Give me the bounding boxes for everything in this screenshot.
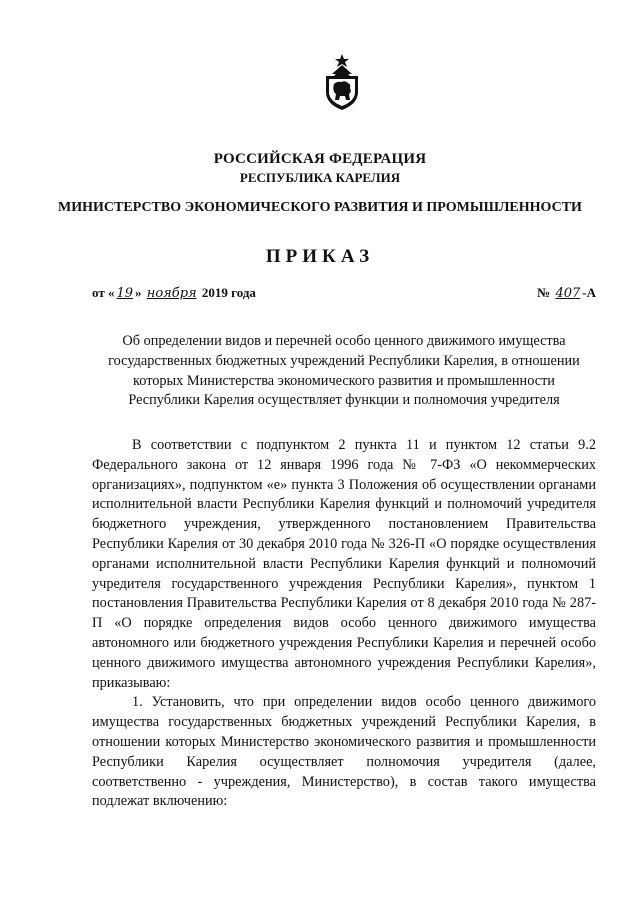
ministry-heading: МИНИСТЕРСТВО ЭКОНОМИЧЕСКОГО РАЗВИТИЯ И ПРОМЫШЛЕННОСТИ [58, 200, 582, 215]
order-body [92, 436, 596, 812]
order-number [537, 285, 596, 301]
body-paragraph: В соответствии с подпунктом 2 пункта 11 и пунктом 12 статьи 9.2 Федерального закона от 12 января 1996 года № 7-ФЗ «О некоммерческих организациях», подпунктом «е» пункта 3 Положения об осуществлении органами исполнительной власти Республики Карелия функций и полномочий учредителя бюджетного учреждения, утвержденного постановлением Правительства Республики Карелия от 30 декабря 2010 года № 326-П «О порядке осуществления органами исполнительной власти Республики Карелия функций и полномочий учредителя государственного учреждения Республики Карелия», пунктом 1 постановления Правительства Республики Карелия от 8 декабря 2010 года № 287-П «О порядке определения видов особо ценного движимого имущества автономного или бюджетного учреждения Республики Карелия и перечней особо ценного движимого имущества автономного учреждения Республики Карелия», приказываю: [92, 437, 596, 691]
karelia-coat-of-arms-icon [322, 54, 362, 110]
order-dateline [92, 285, 596, 305]
republic-heading: РЕСПУБЛИКА КАРЕЛИЯ [239, 170, 401, 185]
number-suffix: -А [582, 285, 596, 300]
date-mid: » [135, 285, 142, 300]
body-paragraph: 1. Установить, что при определении видов особо ценного движимого имущества государственных бюджетных учреждений Республики Карелия, в отношении которых Министерство экономического развития и промышленности Республики Карелия осуществляет полномочия учредителя (далее, соответственно - учреждения, Министерство), в состав такого имущества подлежат включению: [92, 694, 596, 810]
doc-type-heading: ПРИКАЗ [265, 246, 375, 267]
handwritten-day: 19 [116, 286, 134, 301]
country-heading: РОССИЙСКАЯ ФЕДЕРАЦИЯ [213, 151, 427, 167]
order-subject: Об определении видов и перечней особо ценного движимого имущества государственных бюджетных учреждений Республики Карелия, в отношении которых Министерства экономического развития и промышленности Республики Карелия осуществляет функции и полномочия учредителя [108, 333, 580, 409]
handwritten-number: 407 [555, 286, 581, 301]
date-prefix: от « [92, 285, 115, 300]
order-date [92, 285, 256, 301]
handwritten-month: ноября [146, 286, 197, 301]
date-year: 2019 года [201, 285, 256, 300]
number-prefix: № [537, 285, 551, 300]
